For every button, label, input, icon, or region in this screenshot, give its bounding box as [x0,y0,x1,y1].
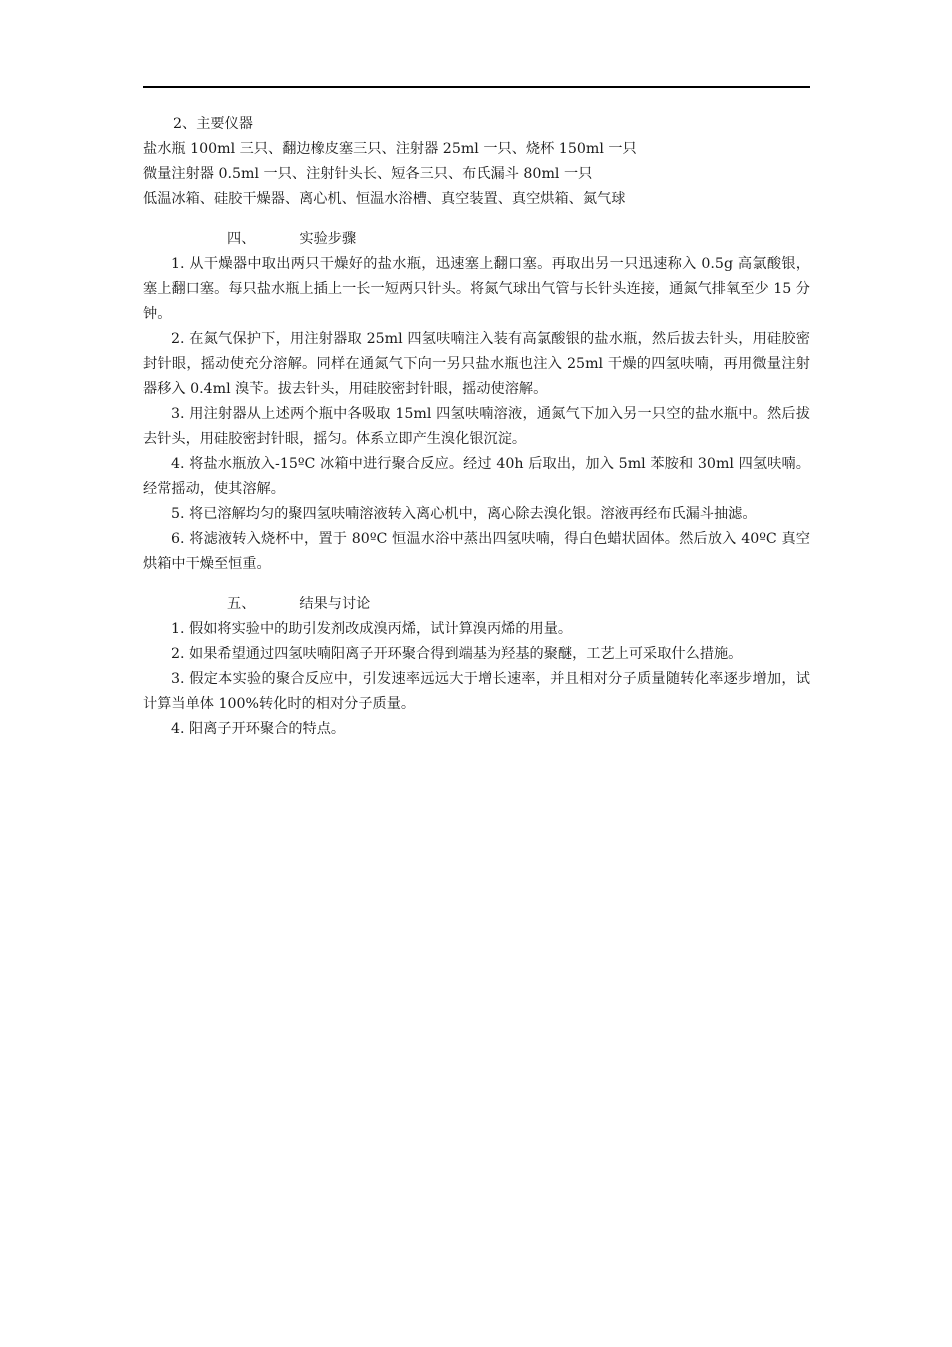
instruments-line: 盐水瓶 100ml 三只、翻边橡皮塞三只、注射器 25ml 一只、烧杯 150ml 一只 [143,141,637,157]
instruments-title: 2、主要仪器 [173,116,253,132]
step-paragraph: 3. 用注射器从上述两个瓶中各吸取 15ml 四氢呋喃溶液，通氮气下加入另一只空的盐水瓶中。然后拔去针头，用硅胶密封针眼，摇匀。体系立即产生溴化银沉淀。 [143,406,810,447]
step-paragraph: 6. 将滤液转入烧杯中，置于 80ºC 恒温水浴中蒸出四氢呋喃，得白色蜡状固体。然后放入 40ºC 真空烘箱中干燥至恒重。 [143,531,810,572]
step-paragraph: 5. 将已溶解均匀的聚四氢呋喃溶液转入离心机中，离心除去溴化银。溶液再经布氏漏斗抽滤。 [171,506,757,522]
instruments-line: 低温冰箱、硅胶干燥器、离心机、恒温水浴槽、真空装置、真空烘箱、氮气球 [143,191,626,207]
page-content [143,112,810,742]
section-heading-steps [143,227,810,252]
header-rule [143,86,810,88]
step-paragraph: 4. 将盐水瓶放入-15ºC 冰箱中进行聚合反应。经过 40h 后取出，加入 5ml 苯胺和 30ml 四氢呋喃。经常摇动，使其溶解。 [143,456,810,497]
step-paragraph: 2. 在氮气保护下，用注射器取 25ml 四氢呋喃注入装有高氯酸银的盐水瓶，然后拔去针头，用硅胶密封针眼，摇动使充分溶解。同样在通氮气下向一另只盐水瓶也注入 25ml 干燥的四氢呋喃，再用微量注射器移入 0.4ml 溴苄。拔去针头，用硅胶密封针眼，摇动使溶解。 [143,331,810,397]
discussion-item: 2. 如果希望通过四氢呋喃阳离子开环聚合得到端基为羟基的聚醚，工艺上可采取什么措施。 [171,646,743,662]
discussion-item: 4. 阳离子开环聚合的特点。 [171,721,346,737]
section-number: 四、 [227,231,256,247]
section-number: 五、 [227,596,256,612]
section-title: 实验步骤 [299,231,357,247]
discussion-item: 3. 假定本实验的聚合反应中，引发速率远远大于增长速率，并且相对分子质量随转化率逐步增加，试计算当单体 100%转化时的相对分子质量。 [143,671,810,712]
step-paragraph: 1. 从干燥器中取出两只干燥好的盐水瓶，迅速塞上翻口塞。再取出另一只迅速称入 0.5g 高氯酸银，塞上翻口塞。每只盐水瓶上插上一长一短两只针头。将氮气球出气管与长针头连接，通氮气排氧至少 15 分钟。 [143,256,810,322]
discussion-item: 1. 假如将实验中的助引发剂改成溴丙烯，试计算溴丙烯的用量。 [171,621,573,637]
section-title: 结果与讨论 [299,596,371,612]
instruments-line: 微量注射器 0.5ml 一只、注射针头长、短各三只、布氏漏斗 80ml 一只 [143,166,593,182]
section-heading-results [143,592,810,617]
